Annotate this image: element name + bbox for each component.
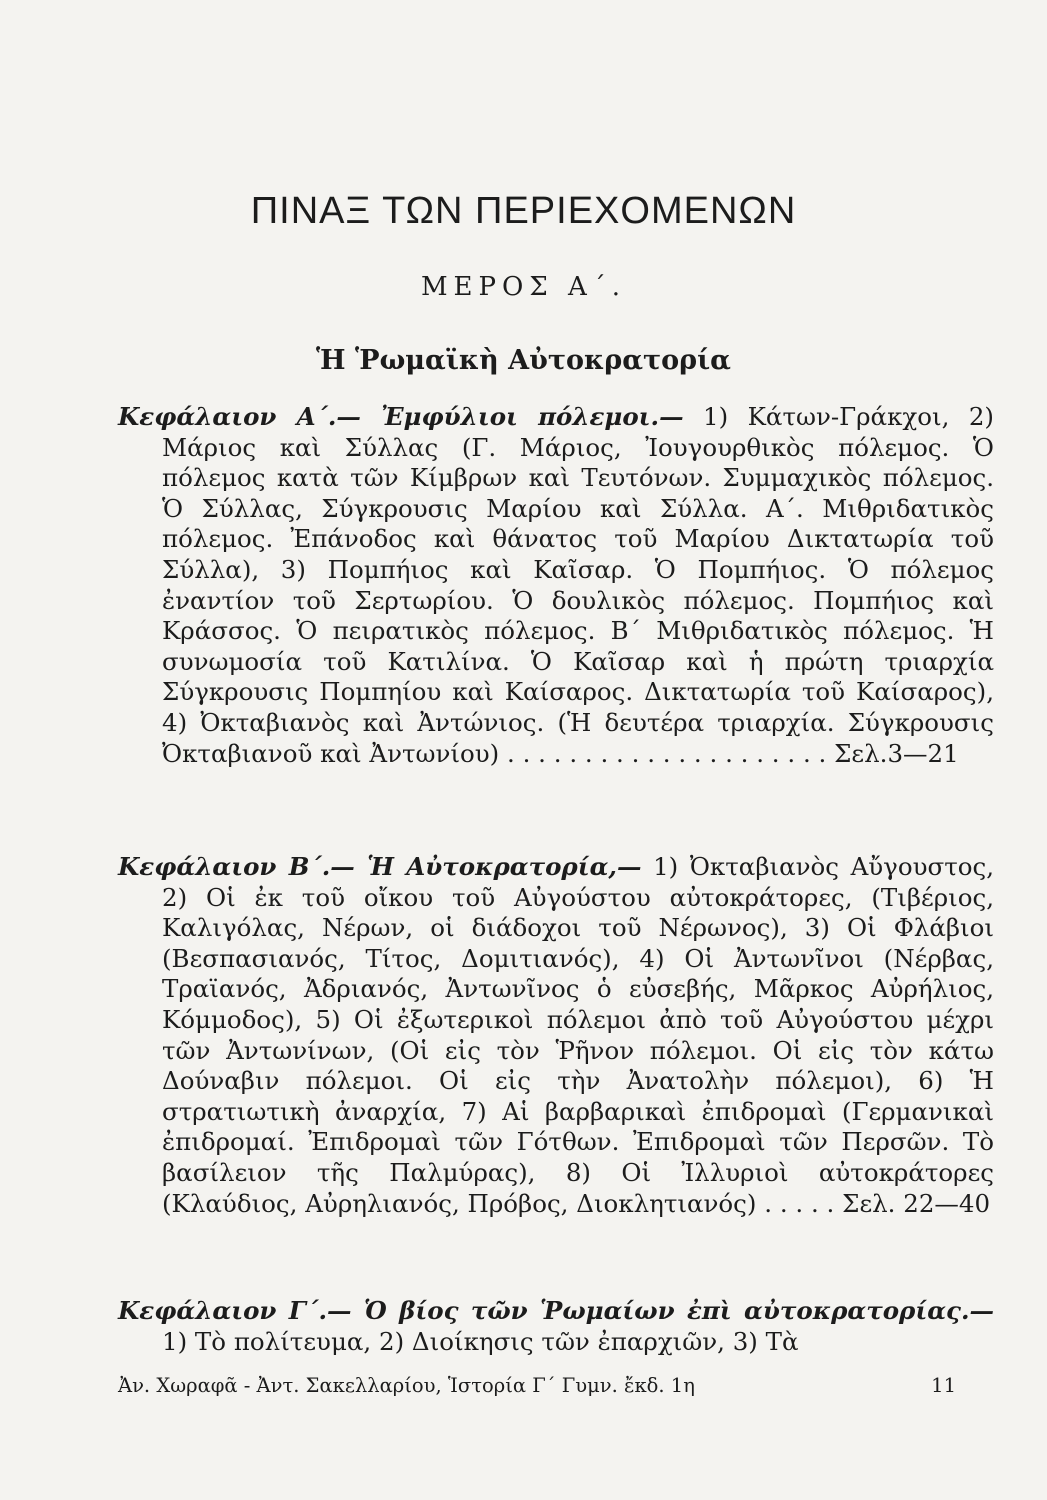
chapter-3-heading: Κεφάλαιον Γ΄.— Ὁ βίος τῶν Ῥωμαίων ἐπὶ αὐτοκρατορίας.— <box>118 1296 994 1325</box>
page-title: ΠΙΝΑΞ ΤΩΝ ΠΕΡΙΕΧΟΜΕΝΩΝ <box>250 190 797 232</box>
chapter-1-pages: Σελ.3—21 <box>834 738 959 768</box>
chapter-2-pages: Σελ. 22—40 <box>842 1188 991 1218</box>
footer-source: Ἀν. Χωραφᾶ - Ἀντ. Σακελλαρίου, Ἱστορία Γ΄ Γυμν. ἔκδ. 1η <box>118 1374 695 1397</box>
chapter-2-heading: Κεφάλαιον Β΄.— Ἡ Αὐτοκρατορία,— <box>118 852 642 881</box>
section-subtitle: Ἡ Ῥωμαϊκὴ Αὐτοκρατορία <box>316 345 731 376</box>
chapter-2-text: 1) Ὀκταβιανὸς Αὔγουστος, 2) Οἱ ἐκ τοῦ οἴκου τοῦ Αὐγούστου αὐτοκράτορες, (Τιβέριος, Καλιγόλας, Νέρων, οἱ διάδοχοι τοῦ Νέρωνος), 3) Οἱ Φλάβιοι (Βεσπασιανός, Τίτος, Δομιτιανός), 4) Οἱ Ἀντωνῖνοι (Νέρβας, Τραϊανός, Ἀδριανός, Ἀντωνῖνος ὁ εὐσεβής, Μᾶρκος Αὐρήλιος, Κόμμοδος), 5) Οἱ ἐξωτερικοὶ πόλεμοι ἀπὸ τοῦ Αὐγούστου μέχρι τῶν Ἀντωνίνων, (Οἱ εἰς τὸν Ῥῆνον πόλεμοι. Οἱ εἰς τὸν κάτω Δούναβιν πόλεμοι. Οἱ εἰς τὴν Ἀνατολὴν πόλεμοι), 6) Ἡ στρατιωτικὴ ἀναρχία, 7) Αἱ βαρβαρικαὶ ἐπιδρομαὶ (Γερμανικαὶ ἐπιδρομαί. Ἐπιδρομαὶ τῶν Γότθων. Ἐπιδρομαὶ τῶν Περσῶν. Τὸ βασίλειον τῆς Παλμύρας), 8) Οἱ Ἰλλυριοὶ αὐτοκράτορες (Κλαύδιος, Αὐρηλιανός, Πρόβος, Διοκλητιανός) <box>162 852 995 1218</box>
chapter-3-text: 1) Τὸ πολίτευμα, 2) Διοίκησις τῶν ἐπαρχιῶν, 3) Τὰ <box>162 1326 799 1356</box>
chapter-3-entry <box>118 1296 994 1357</box>
page-number: 11 <box>931 1374 956 1397</box>
part-heading: ΜΕΡΟΣ Α΄. <box>420 272 627 302</box>
chapter-1-heading: Κεφάλαιον Α΄.— Ἐμφύλιοι πόλεμοι.— <box>118 402 684 431</box>
chapter-1-entry: Κεφάλαιον Α΄.— Ἐμφύλιοι πόλεμοι.— 1) Κάτων-Γράκχοι, 2) Μάριος καὶ Σύλλας (Γ. Μάριος, Ἰουγουρθικὸς πόλεμος. Ὁ πόλεμος κατὰ τῶν Κίμβρων καὶ Τευτόνων. Συμμαχικὸς πόλεμος. Ὁ Σύλλας, Σύγκρουσις Μαρίου καὶ Σύλλα. Α΄. Μιθριδατικὸς πόλεμος. Ἐπάνοδος καὶ θάνατος τοῦ Μαρίου Δικτατωρία τοῦ Σύλλα), 3) Πομπήιος καὶ Καῖσαρ. Ὁ Πομπήιος. Ὁ πόλεμος ἐναντίον τοῦ Σερτωρίου. Ὁ δουλικὸς πόλεμος. Πομπήιος καὶ Κράσσος. Ὁ πειρατικὸς πόλεμος. Β΄ Μιθριδατικὸς πόλεμος. Ἡ συνωμοσία τοῦ Κατιλίνα. Ὁ Καῖσαρ καὶ ἡ πρώτη τριαρχία Σύγκρουσις Πομπηίου καὶ Καίσαρος. Δικτατωρία τοῦ Καίσαρος), 4) Ὀκταβιανὸς καὶ Ἀντώνιος. (Ἡ δευτέρα τριαρχία. Σύγκρουσις Ὀκταβιανοῦ καὶ Ἀντωνίου) . . . . . . . . . . . . . . . . . . . . . Σελ.3—21 <box>118 402 994 768</box>
page-footer <box>118 1374 956 1397</box>
chapter-1-text: 1) Κάτων-Γράκχοι, 2) Μάριος καὶ Σύλλας (Γ. Μάριος, Ἰουγουρθικὸς πόλεμος. Ὁ πόλεμος κατὰ τῶν Κίμβρων καὶ Τευτόνων. Συμμαχικὸς πόλεμος. Ὁ Σύλλας, Σύγκρουσις Μαρίου καὶ Σύλλα. Α΄. Μιθριδατικὸς πόλεμος. Ἐπάνοδος καὶ θάνατος τοῦ Μαρίου Δικτατωρία τοῦ Σύλλα), 3) Πομπήιος καὶ Καῖσαρ. Ὁ Πομπήιος. Ὁ πόλεμος ἐναντίον τοῦ Σερτωρίου. Ὁ δουλικὸς πόλεμος. Πομπήιος καὶ Κράσσος. Ὁ πειρατικὸς πόλεμος. Β΄ Μιθριδατικὸς πόλεμος. Ἡ συνωμοσία τοῦ Κατιλίνα. Ὁ Καῖσαρ καὶ ἡ πρώτη τριαρχία Σύγκρουσις Πομπηίου καὶ Καίσαρος. Δικτατωρία τοῦ Καίσαρος), 4) Ὀκταβιανὸς καὶ Ἀντώνιος. (Ἡ δευτέρα τριαρχία. Σύγκρουσις Ὀκταβιανοῦ καὶ Ἀντωνίου) <box>162 402 994 768</box>
chapter-2-entry: Κεφάλαιον Β΄.— Ἡ Αὐτοκρατορία,— 1) Ὀκταβιανὸς Αὔγουστος, 2) Οἱ ἐκ τοῦ οἴκου τοῦ Αὐγούστου αὐτοκράτορες, (Τιβέριος, Καλιγόλας, Νέρων, οἱ διάδοχοι τοῦ Νέρωνος), 3) Οἱ Φλάβιοι (Βεσπασιανός, Τίτος, Δομιτιανός), 4) Οἱ Ἀντωνῖνοι (Νέρβας, Τραϊανός, Ἀδριανός, Ἀντωνῖνος ὁ εὐσεβής, Μᾶρκος Αὐρήλιος, Κόμμοδος), 5) Οἱ ἐξωτερικοὶ πόλεμοι ἀπὸ τοῦ Αὐγούστου μέχρι τῶν Ἀντωνίνων, (Οἱ εἰς τὸν Ῥῆνον πόλεμοι. Οἱ εἰς τὸν κάτω Δούναβιν πόλεμοι. Οἱ εἰς τὴν Ἀνατολὴν πόλεμοι), 6) Ἡ στρατιωτικὴ ἀναρχία, 7) Αἱ βαρβαρικαὶ ἐπιδρομαὶ (Γερμανικαὶ ἐπιδρομαί. Ἐπιδρομαὶ τῶν Γότθων. Ἐπιδρομαὶ τῶν Περσῶν. Τὸ βασίλειον τῆς Παλμύρας), 8) Οἱ Ἰλλυριοὶ αὐτοκράτορες (Κλαύδιος, Αὐρηλιανός, Πρόβος, Διοκλητιανός) . . . . . Σελ. 22—40 <box>118 852 995 1218</box>
